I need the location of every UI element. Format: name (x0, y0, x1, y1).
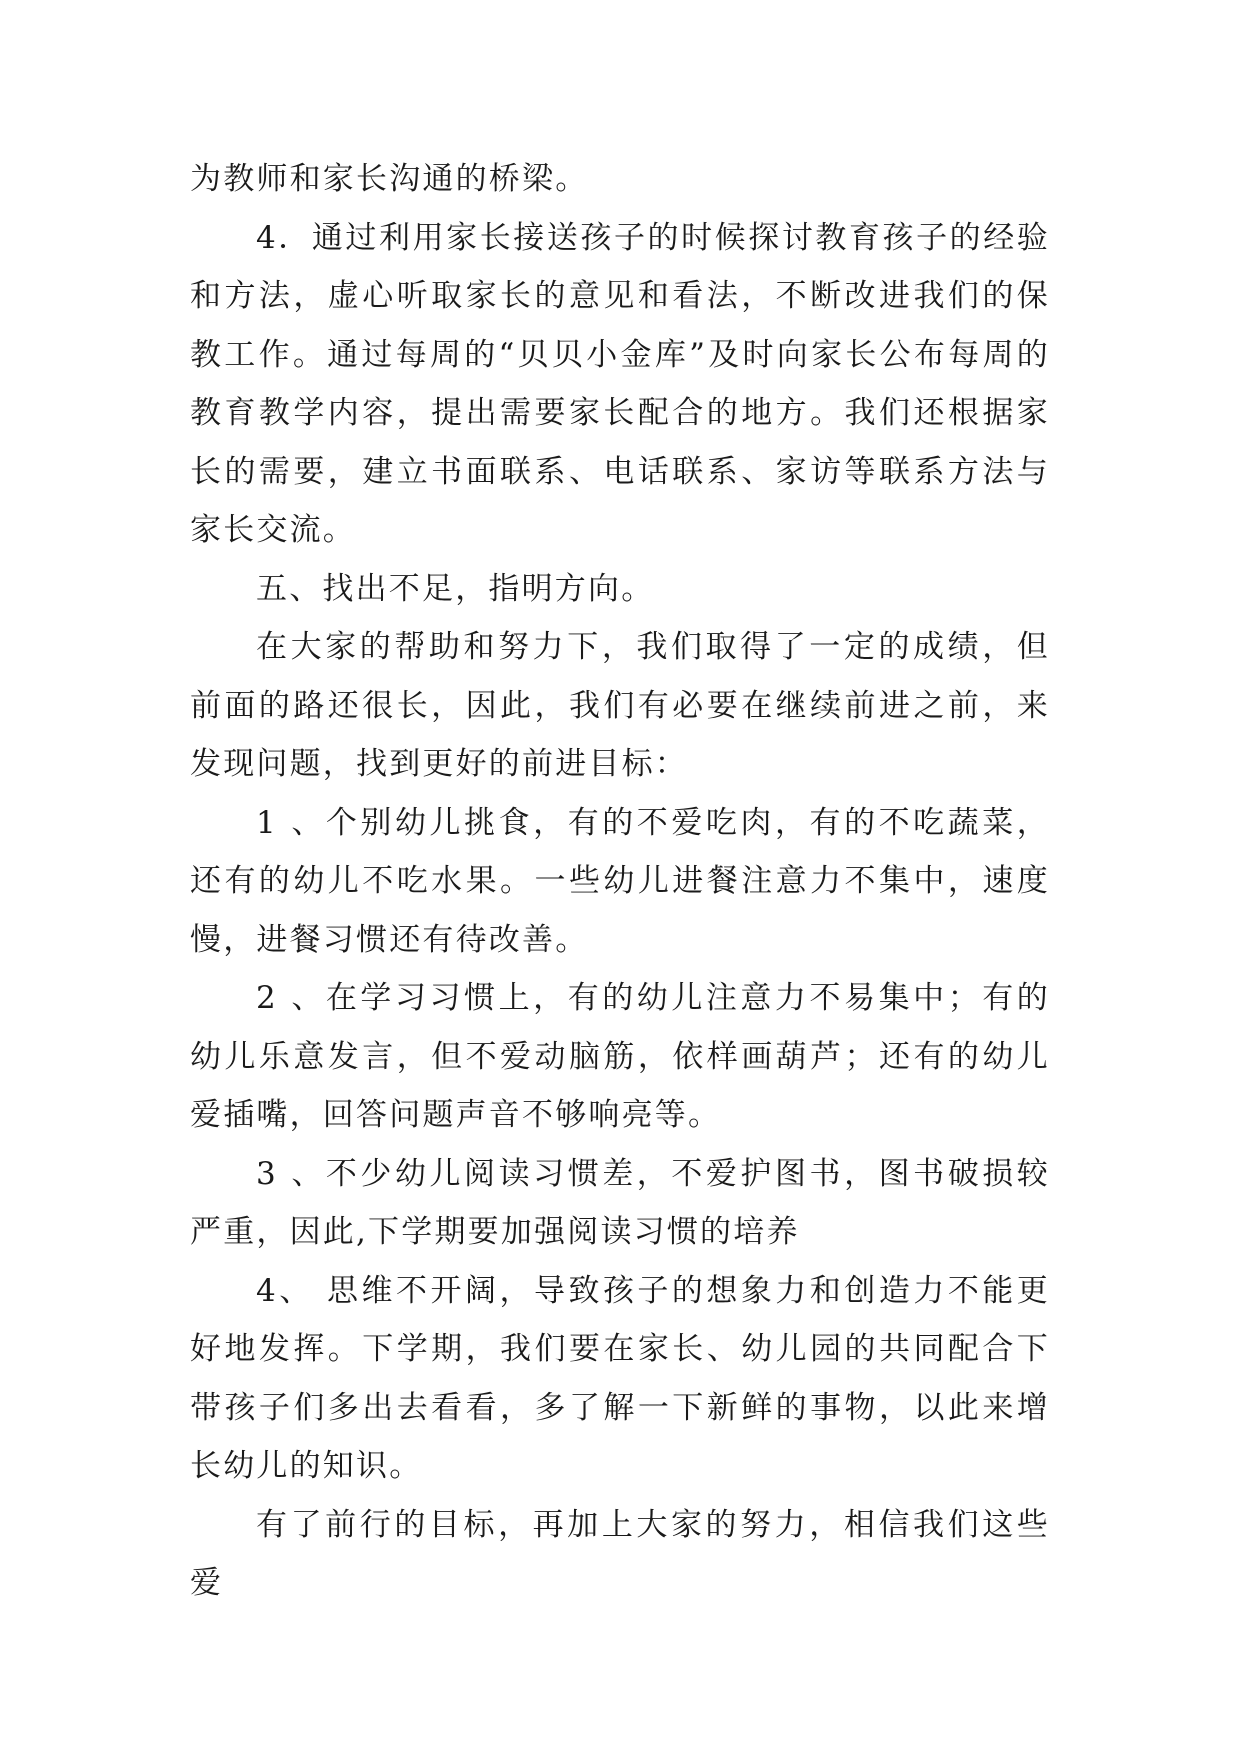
document-body (190, 150, 1050, 1613)
paragraph-8-item-4: 4、 思维不开阔，导致孩子的想象力和创造力不能更好地发挥。下学期，我们要在家长、幼儿园的共同配合下带孩子们多出去看看，多了解一下新鲜的事物，以此来增长幼儿的知识。 (190, 1272, 1050, 1484)
paragraph-2: 4．通过利用家长接送孩子的时候探讨教育孩子的经验和方法，虚心听取家长的意见和看法，不断改进我们的保教工作。通过每周的“贝贝小金库”及时向家长公布每周的教育教学内容，提出需要家长配合的地方。我们还根据家长的需要，建立书面联系、电话联系、家访等联系方法与家长交流。 (190, 219, 1050, 548)
paragraph-9: 有了前行的目标，再加上大家的努力，相信我们这些爱 (190, 1506, 1050, 1601)
paragraph-7-item-3: 3 、不少幼儿阅读习惯差，不爱护图书，图书破损较严重，因此,下学期要加强阅读习惯的培养 (190, 1155, 1050, 1250)
paragraph-1: 为教师和家长沟通的桥梁。 (190, 161, 589, 197)
paragraph-6-item-2: 2 、在学习习惯上，有的幼儿注意力不易集中；有的幼儿乐意发言，但不爱动脑筋，依样画葫芦；还有的幼儿爱插嘴，回答问题声音不够响亮等。 (190, 980, 1050, 1133)
paragraph-3-section-heading: 五、找出不足，指明方向。 (256, 570, 655, 607)
paragraph-5-item-1: 1 、个别幼儿挑食，有的不爱吃肉，有的不吃蔬菜，还有的幼儿不吃水果。一些幼儿进餐注意力不集中，速度慢，进餐习惯还有待改善。 (190, 804, 1050, 958)
paragraph-4: 在大家的帮助和努力下，我们取得了一定的成绩，但前面的路还很长，因此，我们有必要在继续前进之前，来发现问题，找到更好的前进目标： (190, 629, 1050, 782)
